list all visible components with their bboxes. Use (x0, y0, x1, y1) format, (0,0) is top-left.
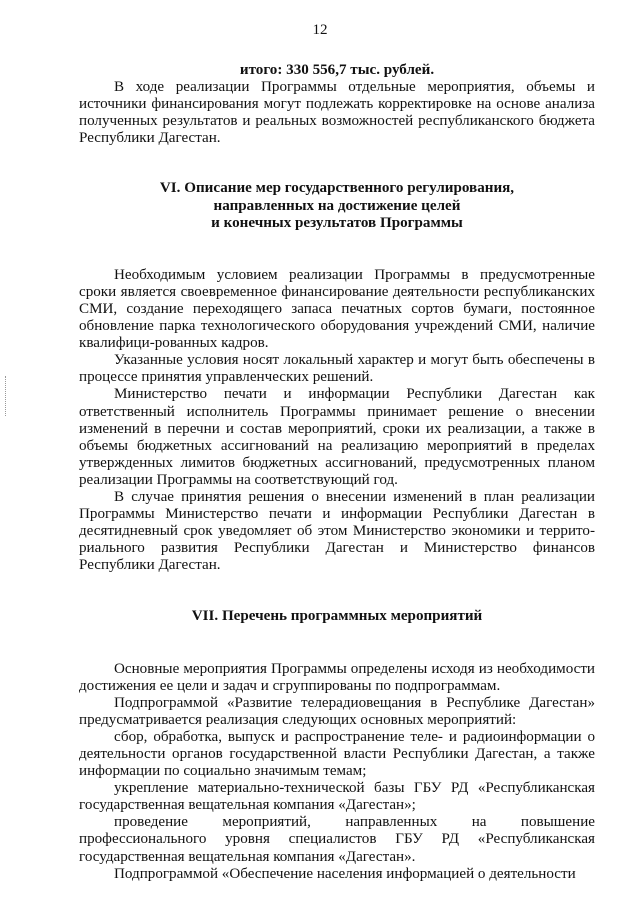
paragraph: Министерство печати и информации Республики Дагестан как ответственный исполнитель Программы принимает решение о внесении изменений в перечни и состав мероприятий, сроки их реализации, а также в объемы бюджетных ассигнований на реализацию мероприятий в пределах утвержденных лимитов бюджетных ассигнований, предусмотренных планом реализации Программы на соответствующий год. (79, 386, 595, 488)
list-item: укрепление материально-технической базы ГБУ РД «Республиканская государственная вещательная компания «Дагестан»; (79, 780, 595, 814)
paragraph: В случае принятия решения о внесении изменений в план реализации Программы Министерство печати и информации Республики Дагестан в десятидневный срок уведомляет об этом Министерство экономики и террито-риального развития Республики Дагестан и Министерство финансов Республики Дагестан. (79, 488, 595, 574)
paragraph: Подпрограммой «Развитие телерадиовещания в Республике Дагестан» предусматривается реализация следующих основных мероприятий: (79, 694, 595, 728)
heading-line: направленных на достижение целей (213, 197, 461, 214)
paragraph: В ходе реализации Программы отдельные мероприятия, объемы и источники финансирования могут подлежать корректировке на основе анализа полученных результатов и реальных возможностей республиканского бюджета Республики Дагестан. (79, 79, 595, 147)
heading-line: VI. Описание мер государственного регулирования, (159, 180, 515, 197)
section-heading-vi (79, 180, 595, 231)
list-item: сбор, обработка, выпуск и распространение теле- и радиоинформации о деятельности органов государственной власти Республики Дагестан, а также информации по социально значимым темам; (79, 728, 595, 780)
section-heading-vii: VII. Перечень программных мероприятий (191, 608, 483, 625)
paragraph: Необходимым условием реализации Программы в предусмотренные сроки является своевременное финансирование деятельности республиканских СМИ, создание переходящего запаса печатных сортов бумаги, постоянное обновление парка технологического оборудования учреждений СМИ, наличие квалифици-рованных кадров. (79, 266, 595, 352)
paragraph: Указанные условия носят локальный характер и могут быть обеспечены в процессе принятия управленческих решений. (79, 352, 595, 386)
heading-line: и конечных результатов Программы (211, 214, 463, 231)
paragraph: Подпрограммой «Обеспечение населения информацией о деятельности (114, 865, 576, 882)
document-body (79, 62, 595, 883)
margin-mark (5, 376, 7, 416)
paragraph: Основные мероприятия Программы определены исходя из необходимости достижения ее цели и задач и сгруппированы по подпрограммам. (79, 660, 595, 694)
page-number: 12 (312, 22, 328, 38)
total-amount: итого: 330 556,7 тыс. рублей. (239, 62, 435, 78)
list-item: проведение мероприятий, направленных на повышение профессионального уровня специалистов ГБУ РД «Республиканская государственная вещательная компания «Дагестан». (79, 814, 595, 865)
